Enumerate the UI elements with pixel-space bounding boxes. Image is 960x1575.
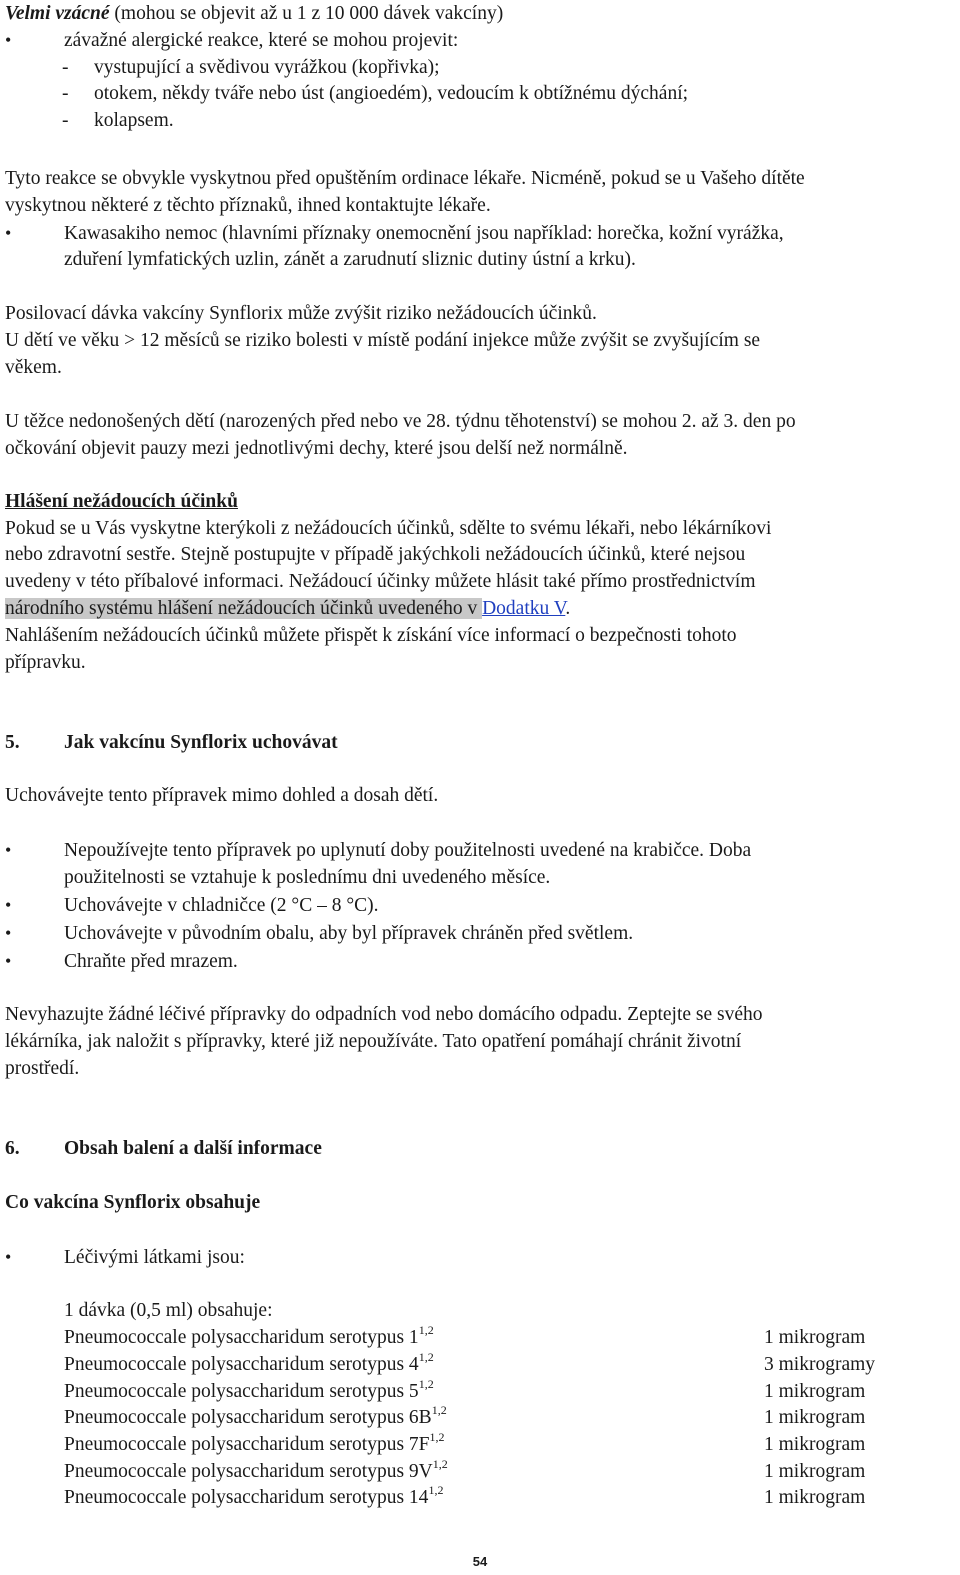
very-rare-label: Velmi vzácné	[5, 3, 110, 24]
bullet-icon: •	[5, 223, 12, 243]
allergic-item: otokem, někdy tváře nebo úst (angioedém), vedoucím k obtížnému dýchání;	[94, 83, 689, 104]
ingredient-name: Pneumococcale polysaccharidum serotypus $6B^{1,2}$	[64, 1403, 447, 1428]
ingredient-amount: 3 mikrogramy	[764, 1354, 876, 1375]
disposal-text: prostředí.	[5, 1058, 80, 1079]
kawasaki-text: zduření lymfatických uzlin, zánět a zarudnutí sliznic dutiny ústní a krku).	[64, 249, 636, 270]
booster-note: Posilovací dávka vakcíny Synflorix může zvýšit riziko nežádoucích účinků.	[5, 303, 597, 324]
reporting-heading: Hlášení nežádoucích účinků	[5, 491, 238, 512]
dash-icon: -	[62, 57, 69, 78]
storage-item: použitelnosti se vztahuje k poslednímu dni uvedeného měsíce.	[64, 867, 551, 888]
bullet-icon: •	[5, 1247, 12, 1267]
very-rare-frequency: (mohou se objevit až u 1 z 10 000 dávek vakcíny)	[109, 3, 504, 24]
section5-number: 5.	[5, 732, 20, 753]
pain-note: U dětí ve věku > 12 měsíců se riziko bolesti v místě podání injekce může zvýšit se zvyšujícím se	[5, 330, 761, 351]
highlighted-text: národního systému hlášení nežádoucích účinků uvedeného v	[5, 598, 483, 619]
reaction-note: Tyto reakce se obvykle vyskytnou před opuštěním ordinace lékaře. Nicméně, pokud se u Vašeho dítěte	[5, 168, 805, 189]
section6-subheading: Co vakcína Synflorix obsahuje	[5, 1192, 261, 1213]
dose-label: 1 dávka (0,5 ml) obsahuje:	[64, 1300, 273, 1321]
allergic-item: vystupující a svědivou vyrážkou (kopřivka);	[94, 57, 440, 78]
reporting-text: Nahlášením nežádoucích účinků můžete přispět k získání více informací o bezpečnosti tohoto	[5, 625, 737, 646]
dash-icon: -	[62, 110, 69, 131]
ingredient-amount: 1 mikrogram	[764, 1487, 866, 1508]
kawasaki-text: Kawasakiho nemoc (hlavními příznaky onemocnění jsou například: horečka, kožní vyrážka,	[64, 223, 784, 244]
ingredient-name: Pneumococcale polysaccharidum serotypus 14$^{1,2}$	[64, 1483, 444, 1508]
storage-item: Nepoužívejte tento přípravek po uplynutí doby použitelnosti uvedené na krabičce. Doba	[64, 840, 752, 861]
reporting-text: uvedeny v této příbalové informaci. Nežádoucí účinky můžete hlásit také přímo prostřednictvím	[5, 571, 756, 592]
storage-item: Uchovávejte v chladničce (2 °C – 8 °C).	[64, 895, 379, 916]
bullet-icon: •	[5, 923, 12, 943]
reporting-text: Pokud se u Vás vyskytne kterýkoli z nežádoucích účinků, sdělte to svému lékaři, nebo lékárníkovi	[5, 518, 772, 539]
bullet-icon: •	[5, 951, 12, 971]
section6-title: Obsah balení a další informace	[64, 1138, 322, 1159]
reporting-link-line	[5, 595, 570, 622]
storage-item: Chraňte před mrazem.	[64, 951, 238, 972]
storage-item: Uchovávejte v původním obalu, aby byl přípravek chráněn před světlem.	[64, 923, 634, 944]
period: .	[565, 598, 571, 619]
reaction-note: vyskytnou některé z těchto příznaků, ihned kontaktujte lékaře.	[5, 195, 491, 216]
storage-intro: Uchovávejte tento přípravek mimo dohled a dosah dětí.	[5, 785, 439, 806]
disposal-text: Nevyhazujte žádné léčivé přípravky do odpadních vod nebo domácího odpadu. Zeptejte se svého	[5, 1004, 763, 1025]
ingredient-name: Pneumococcale polysaccharidum serotypus 5$^{1,2}$	[64, 1377, 434, 1402]
bullet-icon: •	[5, 895, 12, 915]
very-rare-line	[5, 0, 503, 27]
bullet-icon: •	[5, 840, 12, 860]
reporting-text: přípravku.	[5, 652, 86, 673]
premature-note: očkování objevit pauzy mezi jednotlivými dechy, které jsou delší než normálně.	[5, 438, 628, 459]
active-label: Léčivými látkami jsou:	[64, 1247, 245, 1268]
appendix-v-link[interactable]: Dodatku V	[482, 598, 566, 619]
ingredient-name: Pneumococcale polysaccharidum serotypus $9V^{1,2}$	[64, 1457, 448, 1482]
section5-title: Jak vakcínu Synflorix uchovávat	[64, 732, 338, 753]
ingredient-amount: 1 mikrogram	[764, 1381, 866, 1402]
ingredient-amount: 1 mikrogram	[764, 1407, 866, 1428]
ingredient-name: Pneumococcale polysaccharidum serotypus 4$^{1,2}$	[64, 1350, 434, 1375]
ingredient-amount: 1 mikrogram	[764, 1461, 866, 1482]
disposal-text: lékárníka, jak naložit s přípravky, které již nepoužíváte. Tato opatření pomáhají chránit životní	[5, 1031, 742, 1052]
reporting-text: nebo zdravotní sestře. Stejně postupujte v případě jakýchkoli nežádoucích účinků, které nejsou	[5, 544, 746, 565]
ingredient-amount: 1 mikrogram	[764, 1434, 866, 1455]
allergic-intro: závažné alergické reakce, které se mohou projevit:	[64, 30, 459, 51]
ingredient-name: Pneumococcale polysaccharidum serotypus $7F^{1,2}$	[64, 1430, 445, 1455]
page-number: 54	[472, 1554, 488, 1569]
allergic-item: kolapsem.	[94, 110, 174, 131]
ingredient-name: Pneumococcale polysaccharidum serotypus 1$^{1,2}$	[64, 1323, 434, 1348]
premature-note: U těžce nedonošených dětí (narozených před nebo ve 28. týdnu těhotenství) se mohou 2. až 3. den po	[5, 411, 796, 432]
section6-number: 6.	[5, 1138, 20, 1159]
ingredient-amount: 1 mikrogram	[764, 1327, 866, 1348]
bullet-icon: •	[5, 30, 12, 50]
pain-note: věkem.	[5, 357, 62, 378]
dash-icon: -	[62, 83, 69, 104]
